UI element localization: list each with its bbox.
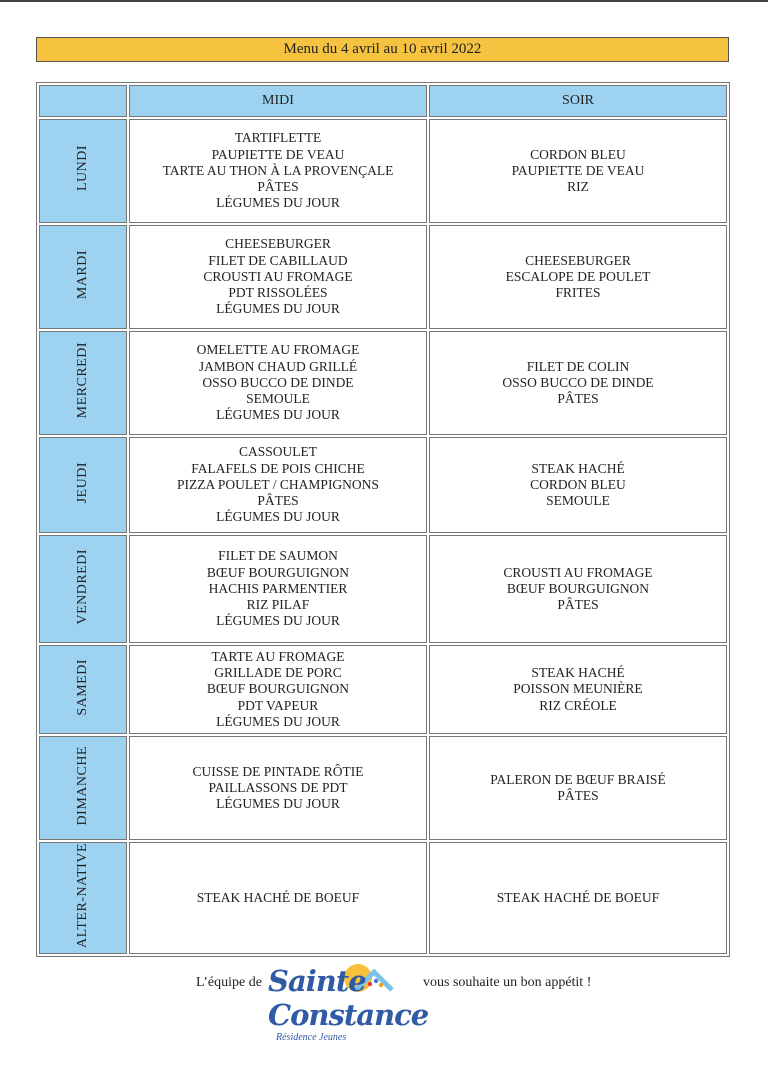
dish-item: PÂTES <box>557 391 599 407</box>
soir-cell <box>429 535 727 643</box>
midi-cell <box>129 535 427 643</box>
day-row <box>39 645 727 734</box>
dish-item: BŒUF BOURGUIGNON <box>206 681 350 697</box>
day-row <box>39 535 727 643</box>
dish-item: BŒUF BOURGUIGNON <box>506 580 650 596</box>
day-label: MARDI <box>75 249 90 300</box>
dish-item: CASSOULET <box>238 444 317 460</box>
dish-item: OSSO BUCCO DE DINDE <box>202 374 354 390</box>
dish-item: PÂTES <box>557 597 599 613</box>
dish-item: OSSO BUCCO DE DINDE <box>502 374 654 390</box>
dish-item: SEMOULE <box>546 493 610 509</box>
dish-item: PÂTES <box>557 788 599 803</box>
day-label: DIMANCHE <box>75 745 90 826</box>
dish-item: PAUPIETTE DE VEAU <box>511 162 645 178</box>
dish-item: BŒUF BOURGUIGNON <box>206 564 350 580</box>
dish-item: HACHIS PARMENTIER <box>208 580 348 596</box>
dish-item: LÉGUMES DU JOUR <box>216 195 340 211</box>
day-label: MERCREDI <box>75 342 90 419</box>
dish-item: PÂTES <box>257 493 299 509</box>
dish-item: PDT VAPEUR <box>237 697 319 713</box>
dish-item: PIZZA POULET / CHAMPIGNONS <box>177 476 379 492</box>
soir-cell <box>429 645 727 734</box>
dish-item: STEAK HACHÉ DE BOEUF <box>496 889 660 905</box>
dish-item: CHEESEBURGER <box>225 236 331 252</box>
day-row <box>39 842 727 954</box>
day-label-cell <box>39 645 127 734</box>
page-top-border <box>0 0 768 2</box>
day-label-cell <box>39 119 127 223</box>
header-row <box>39 85 727 117</box>
footer-pre-text: L’équipe de <box>196 975 262 990</box>
dish-item: FALAFELS DE POIS CHICHE <box>191 460 365 476</box>
soir-cell <box>429 331 727 435</box>
dish-item: CORDON BLEU <box>530 146 626 162</box>
menu-title: Menu du 4 avril au 10 avril 2022 <box>36 37 729 62</box>
day-row <box>39 119 727 223</box>
day-row <box>39 437 727 533</box>
day-row <box>39 225 727 329</box>
day-label-cell <box>39 842 127 954</box>
corner-cell <box>39 85 127 117</box>
dish-item: LÉGUMES DU JOUR <box>216 407 340 423</box>
dish-item: STEAK HACHÉ DE BOEUF <box>196 889 360 905</box>
dish-item: CROUSTI AU FROMAGE <box>203 268 353 284</box>
day-label: ALTER-NATIVE <box>75 843 90 949</box>
midi-cell <box>129 736 427 840</box>
soir-cell <box>429 736 727 840</box>
dish-item: RIZ <box>567 179 589 195</box>
dish-item: RIZ PILAF <box>246 597 310 613</box>
dish-item: ESCALOPE DE POULET <box>505 268 651 284</box>
dish-item: FRITES <box>555 285 601 301</box>
dish-item: LÉGUMES DU JOUR <box>216 509 340 525</box>
midi-cell <box>129 437 427 533</box>
day-label: JEUDI <box>75 461 90 504</box>
dish-item: TARTE AU FROMAGE <box>211 648 345 664</box>
dish-item: PDT RISSOLÉES <box>228 285 328 301</box>
dish-item: FILET DE CABILLAUD <box>208 252 348 268</box>
dish-item: CHEESEBURGER <box>525 252 631 268</box>
day-row <box>39 736 727 840</box>
dish-item: CUISSE DE PINTADE RÔTIE <box>192 763 364 779</box>
dish-item: STEAK HACHÉ <box>531 460 625 476</box>
menu-table <box>36 82 730 957</box>
midi-cell <box>129 331 427 435</box>
soir-cell <box>429 225 727 329</box>
day-label-cell <box>39 736 127 840</box>
footer-post-text: vous souhaite un bon appétit ! <box>423 975 592 990</box>
midi-cell <box>129 119 427 223</box>
dish-item: LÉGUMES DU JOUR <box>216 301 340 317</box>
soir-cell <box>429 119 727 223</box>
dish-item: FILET DE COLIN <box>526 358 630 374</box>
header-soir: SOIR <box>429 85 727 117</box>
soir-cell <box>429 842 727 954</box>
day-label: LUNDI <box>75 145 90 192</box>
day-row <box>39 331 727 435</box>
dish-item: SEMOULE <box>246 391 310 407</box>
dish-item: TARTE AU THON À LA PROVENÇALE <box>162 162 394 178</box>
dish-item: RIZ CRÉOLE <box>539 697 617 713</box>
dish-item: OMELETTE AU FROMAGE <box>196 342 360 358</box>
dish-item: POISSON MEUNIÈRE <box>513 681 643 697</box>
dish-item: FILET DE SAUMON <box>218 548 338 564</box>
day-label-cell <box>39 225 127 329</box>
dish-item: PALERON DE BŒUF BRAISÉ <box>490 771 666 787</box>
midi-cell <box>129 225 427 329</box>
day-label-cell <box>39 437 127 533</box>
dish-item: LÉGUMES DU JOUR <box>216 713 340 729</box>
dish-item: GRILLADE DE PORC <box>214 665 342 681</box>
dish-item: CORDON BLEU <box>530 476 626 492</box>
dish-item: PÂTES <box>257 179 299 195</box>
dish-item: CROUSTI AU FROMAGE <box>503 564 653 580</box>
dish-item: TARTIFLETTE <box>234 130 322 146</box>
dish-item: JAMBON CHAUD GRILLÉ <box>198 358 358 374</box>
midi-cell <box>129 645 427 734</box>
header-midi: MIDI <box>129 85 427 117</box>
dish-item: PAILLASSONS DE PDT <box>208 779 348 795</box>
dish-item: STEAK HACHÉ <box>531 665 625 681</box>
midi-cell <box>129 842 427 954</box>
day-label-cell <box>39 535 127 643</box>
dish-item: PAUPIETTE DE VEAU <box>211 146 345 162</box>
sainte-constance-logo: Sainte Constance Résidence Jeunes <box>268 964 429 1043</box>
menu-body <box>39 119 727 954</box>
dish-item: LÉGUMES DU JOUR <box>216 796 340 812</box>
day-label: SAMEDI <box>75 658 90 716</box>
day-label-cell <box>39 331 127 435</box>
dish-item: LÉGUMES DU JOUR <box>216 613 340 629</box>
day-label: VENDREDI <box>75 548 90 625</box>
soir-cell <box>429 437 727 533</box>
footer <box>0 960 768 1060</box>
